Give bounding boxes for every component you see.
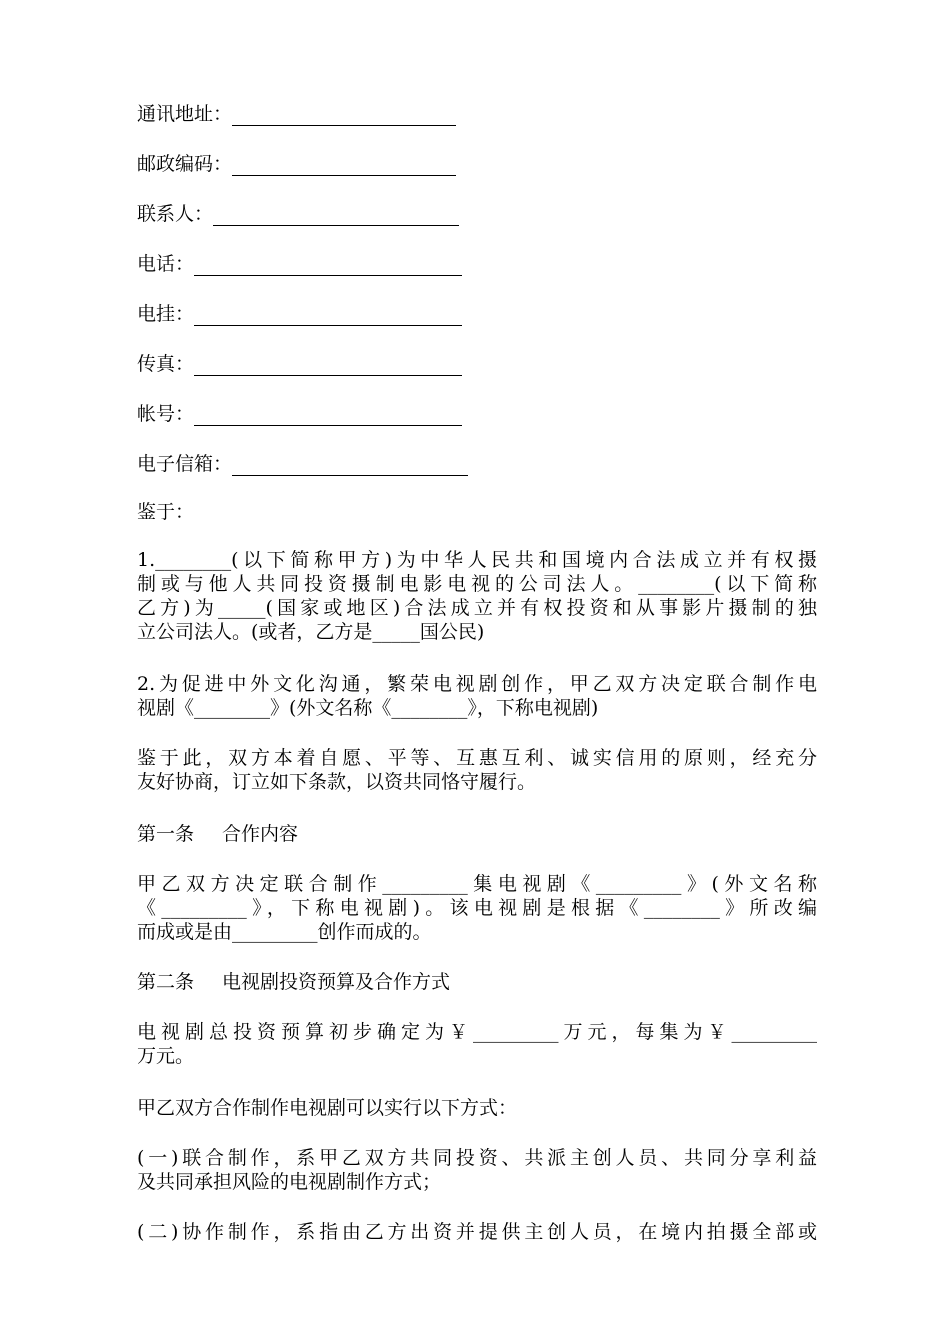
paragraph-4: [137, 872, 817, 944]
paragraph-2: [137, 672, 817, 720]
article-1-heading: [137, 822, 298, 846]
blank-line[interactable]: [213, 207, 459, 226]
paragraph-line: 万元。: [137, 1045, 195, 1067]
field-label: 帐号：: [137, 403, 195, 425]
whereas-heading: 鉴于：: [137, 501, 195, 523]
blank-line[interactable]: [194, 407, 462, 426]
field-postcode: [137, 152, 456, 176]
field-contact: [137, 202, 459, 226]
article-2-heading: [137, 970, 450, 994]
paragraph-line: 《_________》，下称电视剧)。该电视剧是根据《________》所改编: [137, 897, 817, 919]
paragraph-3: [137, 746, 817, 794]
paragraph-line: 1.________(以下简称甲方)为中华人民共和国境内合法成立并有权摄: [137, 549, 817, 571]
field-label: 电子信箱：: [137, 453, 233, 475]
field-label: 通讯地址：: [137, 103, 233, 125]
paragraph-7: [137, 1146, 817, 1194]
paragraph-line: 立公司法人。(或者，乙方是_____国公民): [137, 621, 485, 643]
paragraph-line: 电视剧总投资预算初步确定为￥_________万元，每集为￥_________: [137, 1021, 817, 1043]
blank-line[interactable]: [194, 357, 462, 376]
article-title: 合作内容: [222, 823, 299, 845]
article-number: 第一条: [137, 823, 195, 845]
paragraph-5: [137, 1020, 817, 1068]
paragraph-1: [137, 548, 817, 644]
field-label: 联系人：: [137, 203, 214, 225]
field-fax: [137, 352, 462, 376]
blank-line[interactable]: [232, 107, 456, 126]
blank-line[interactable]: [232, 157, 456, 176]
field-label: 电挂：: [137, 303, 195, 325]
field-phone: [137, 252, 462, 276]
field-account: [137, 402, 462, 426]
blank-line[interactable]: [194, 257, 462, 276]
paragraph-line: 制或与他人共同投资摄制电影电视的公司法人。________(以下简称: [137, 573, 817, 595]
paragraph-line: (二)协作制作，系指由乙方出资并提供主创人员，在境内拍摄全部或: [137, 1221, 817, 1243]
paragraph-line: 乙方)为_____(国家或地区)合法成立并有权投资和从事影片摄制的独: [137, 597, 817, 619]
paragraph-line: 而成或是由_________创作而成的。: [137, 921, 432, 943]
field-email: [137, 452, 468, 476]
field-label: 电话：: [137, 253, 195, 275]
paragraph-line: 甲乙双方决定联合制作_________集电视剧《_________》(外文名称: [137, 873, 817, 895]
paragraph-6: 甲乙双方合作制作电视剧可以实行以下方式：: [137, 1097, 518, 1119]
article-number: 第二条: [137, 971, 195, 993]
paragraph-line: (一)联合制作，系甲乙双方共同投资、共派主创人员、共同分享利益: [137, 1147, 817, 1169]
field-address: [137, 102, 456, 126]
blank-line[interactable]: [232, 457, 468, 476]
paragraph-line: 2.为促进中外文化沟通，繁荣电视剧创作，甲乙双方决定联合制作电: [137, 673, 817, 695]
paragraph-line: 及共同承担风险的电视剧制作方式；: [137, 1171, 442, 1193]
article-title: 电视剧投资预算及合作方式: [222, 971, 451, 993]
blank-line[interactable]: [194, 307, 462, 326]
field-cable: [137, 302, 462, 326]
paragraph-line: 友好协商，订立如下条款，以资共同恪守履行。: [137, 771, 537, 793]
field-label: 传真：: [137, 353, 195, 375]
field-label: 邮政编码：: [137, 153, 233, 175]
paragraph-line: 视剧《________》(外文名称《________》，下称电视剧): [137, 697, 599, 719]
paragraph-8: [137, 1220, 817, 1244]
paragraph-line: 鉴于此，双方本着自愿、平等、互惠互利、诚实信用的原则，经充分: [137, 747, 817, 769]
